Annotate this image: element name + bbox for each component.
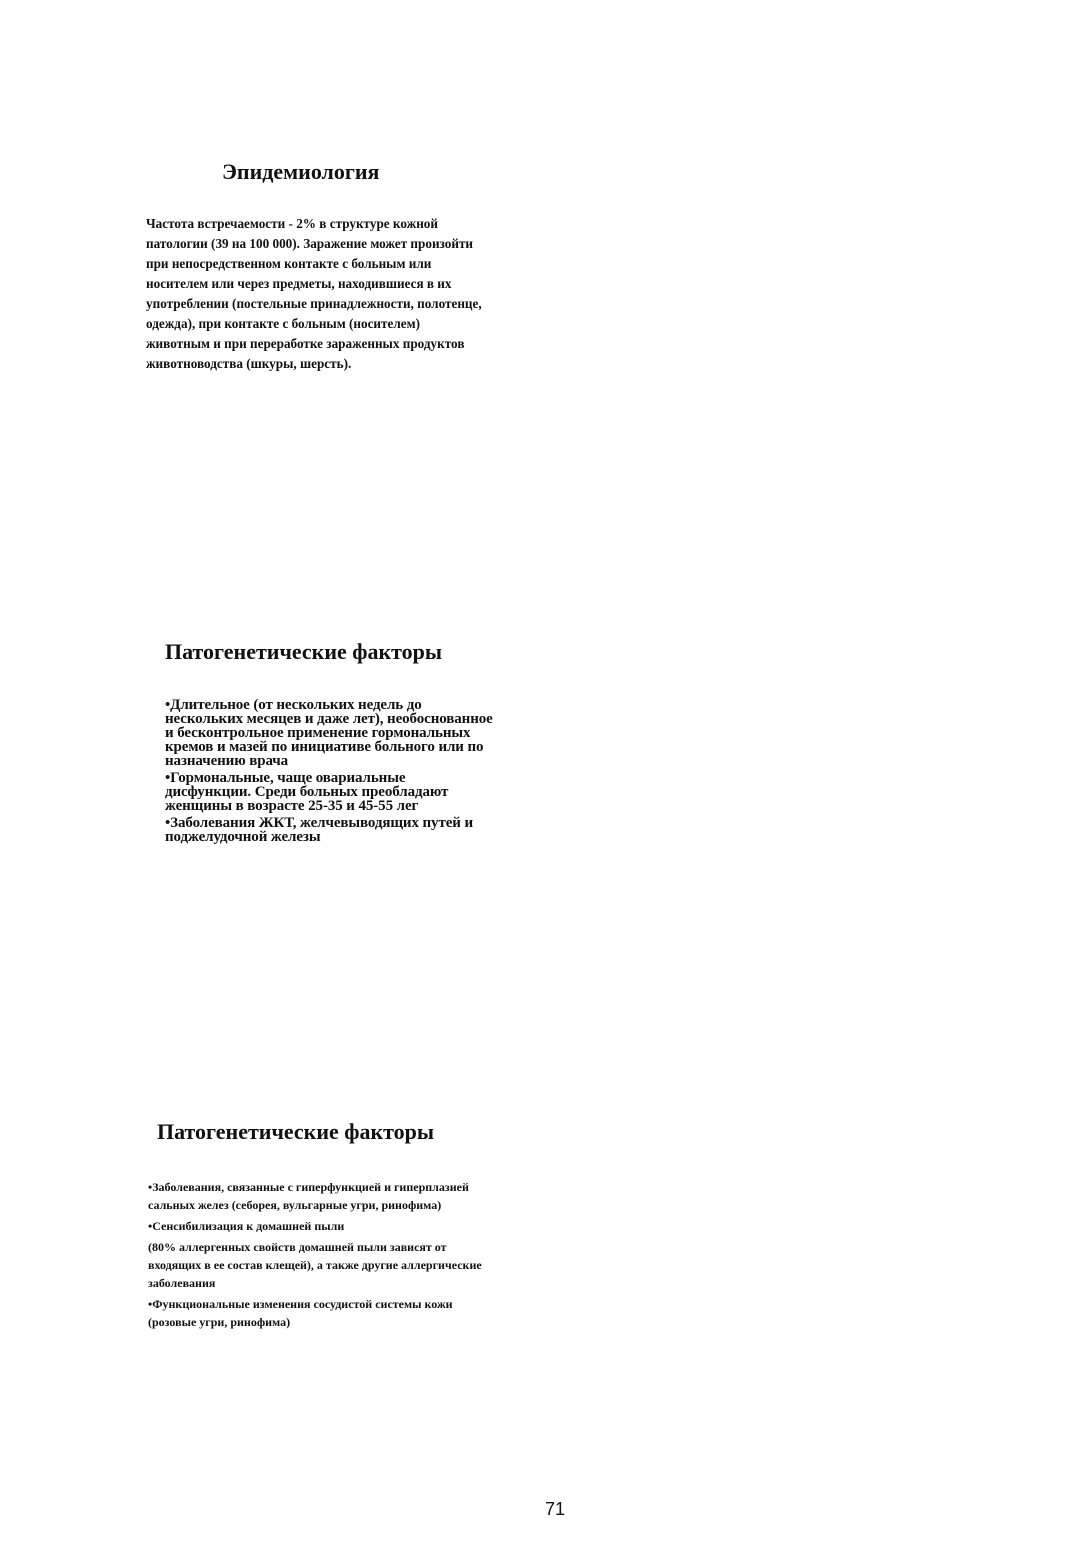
list-item: •Заболевания, связанные с гиперфункцией и гиперплазией сальных желез (себорея, вульгарные угри, ринофима)	[148, 1180, 469, 1213]
slide-title: Патогенетические факторы	[157, 1119, 435, 1144]
page-number: 71	[544, 1499, 566, 1519]
list-item: •Гормональные, чаще овариальные дисфункции. Среди больных преобладают женщины в возрасте 25-35 и 45-55 лег	[165, 770, 449, 815]
list-item: •Функциональные изменения сосудистой системы кожи (розовые угри, ринофима)	[148, 1297, 453, 1330]
factor-list	[148, 1178, 493, 1331]
list-item: •Заболевания ЖКТ, желчевыводящих путей и поджелудочной железы	[165, 815, 474, 846]
slide-pathogenetic-factors-1	[165, 640, 495, 847]
slide-title: Патогенетические факторы	[165, 639, 443, 664]
factor-list	[165, 698, 495, 844]
slide-pathogenetic-factors-2	[148, 1120, 493, 1334]
slide-title: Эпидемиология	[222, 159, 380, 184]
slide-paragraph: Частота встречаемости - 2% в структуре кожной патологии (39 на 100 000). Заражение может произойти при непосредственном контакте с больным или носителем или через предметы, находившиеся в их употреблении (постельные принадлежности, полотенце, одежда), при контакте с больным (носителем) животным и при переработке зараженных продуктов животноводства (шкуры, шерсть).	[146, 216, 482, 372]
list-item: •Сенсибилизация к домашней пыли	[148, 1219, 345, 1234]
slide-epidemiology	[146, 160, 486, 374]
list-item: (80% аллергенных свойств домашней пыли зависят от входящих в ее состав клещей), а также другие аллергические заболевания	[148, 1240, 482, 1291]
list-item: •Длительное (от нескольких недель до нескольких месяцев и даже лет), необоснованное и бесконтрольное применение гормональных кремов и мазей по инициативе больного или по назначению врача	[165, 697, 493, 770]
